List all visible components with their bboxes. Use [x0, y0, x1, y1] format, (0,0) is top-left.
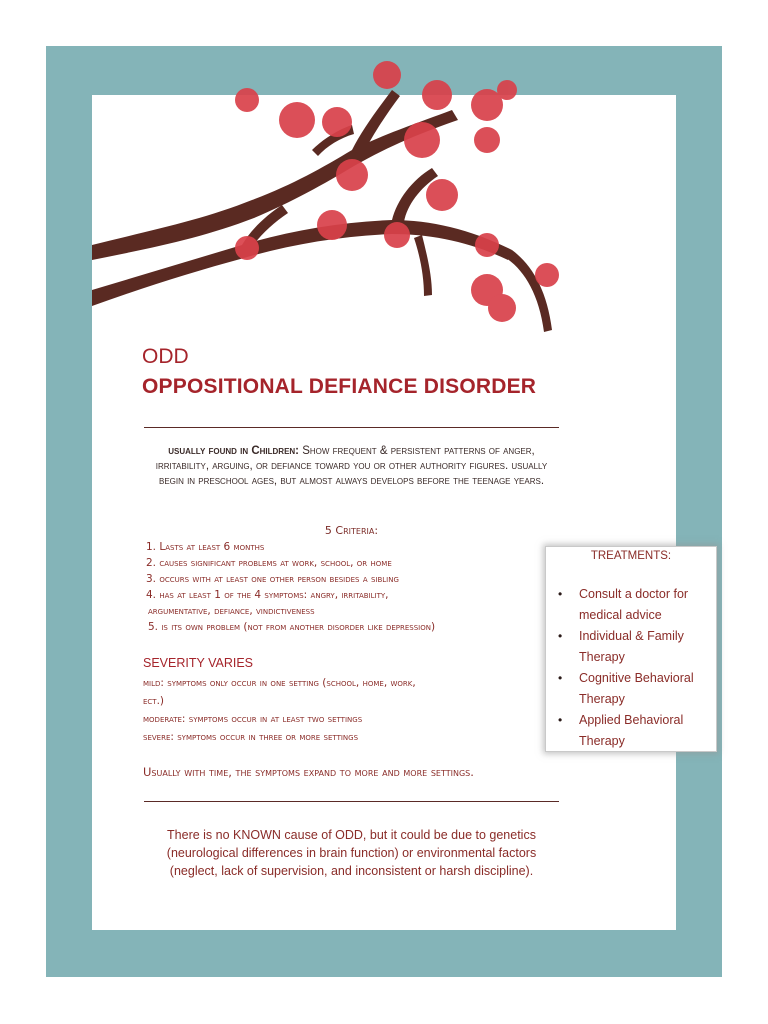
severity-line: mild: symptoms only occur in one setting (school, home, work,: [143, 677, 416, 689]
treatment-item: [546, 584, 704, 626]
criteria-item: argumentative, defiance, vindictiveness: [148, 605, 315, 617]
severity-line: ect.): [143, 695, 165, 707]
cause-paragraph: There is no KNOWN cause of ODD, but it could be due to genetics (neurological differences in brain function) or environmental factors (neglect, lack of supervision, and inconsistent or harsh discipline).: [166, 828, 537, 878]
intro-text: Show frequent & persistent patterns of anger, irritability, arguing, or defiance toward you or other authority figures. usually begin in preschool ages, but almost always develops before the teenage years.: [155, 445, 548, 487]
intro-paragraph: [144, 444, 559, 489]
bullet-icon: •: [558, 713, 563, 727]
divider-bottom: [144, 801, 559, 802]
severity-line: moderate: symptoms occur in at least two settings: [143, 713, 363, 725]
treatments-title: TREATMENTS:: [590, 550, 672, 562]
treatment-label: Consult a doctor for medical advice: [579, 587, 689, 622]
criteria-item: 5. is its own problem (not from another disorder like depression): [148, 621, 436, 633]
severity-heading: SEVERITY VARIES: [143, 656, 253, 670]
bullet-icon: •: [558, 587, 563, 601]
divider-top: [144, 427, 559, 428]
criteria-item: 4. has at least 1 of the 4 symptoms: angry, irritability,: [146, 589, 389, 601]
treatment-label: Applied Behavioral Therapy: [579, 713, 684, 748]
blossom-branch-illustration: [92, 50, 582, 350]
treatment-item: [546, 710, 704, 752]
treatments-box: [545, 546, 717, 752]
treatment-item: [546, 626, 704, 668]
title-acronym: ODD: [142, 345, 189, 368]
criteria-item: 1. Lasts at least 6 months: [146, 541, 265, 553]
treatment-item: [546, 668, 704, 710]
bullet-icon: •: [558, 671, 563, 685]
treatment-label: Individual & Family Therapy: [579, 629, 684, 664]
criteria-item: 2. causes significant problems at work, school, or home: [146, 557, 392, 569]
criteria-heading: 5 Criteria:: [324, 524, 379, 537]
bullet-icon: •: [558, 629, 563, 643]
treatments-list: [546, 584, 716, 752]
treatment-label: Cognitive Behavioral Therapy: [579, 671, 694, 706]
criteria-item: 3. occurs with at least one other person besides a sibling: [146, 573, 399, 585]
usually-note: Usually with time, the symptoms expand to more and more settings.: [143, 765, 474, 779]
intro-lead: usually found in Children:: [168, 445, 300, 457]
severity-line: severe: symptoms occur in three or more settings: [143, 731, 359, 743]
page-title: OPPOSITIONAL DEFIANCE DISORDER: [142, 375, 537, 398]
